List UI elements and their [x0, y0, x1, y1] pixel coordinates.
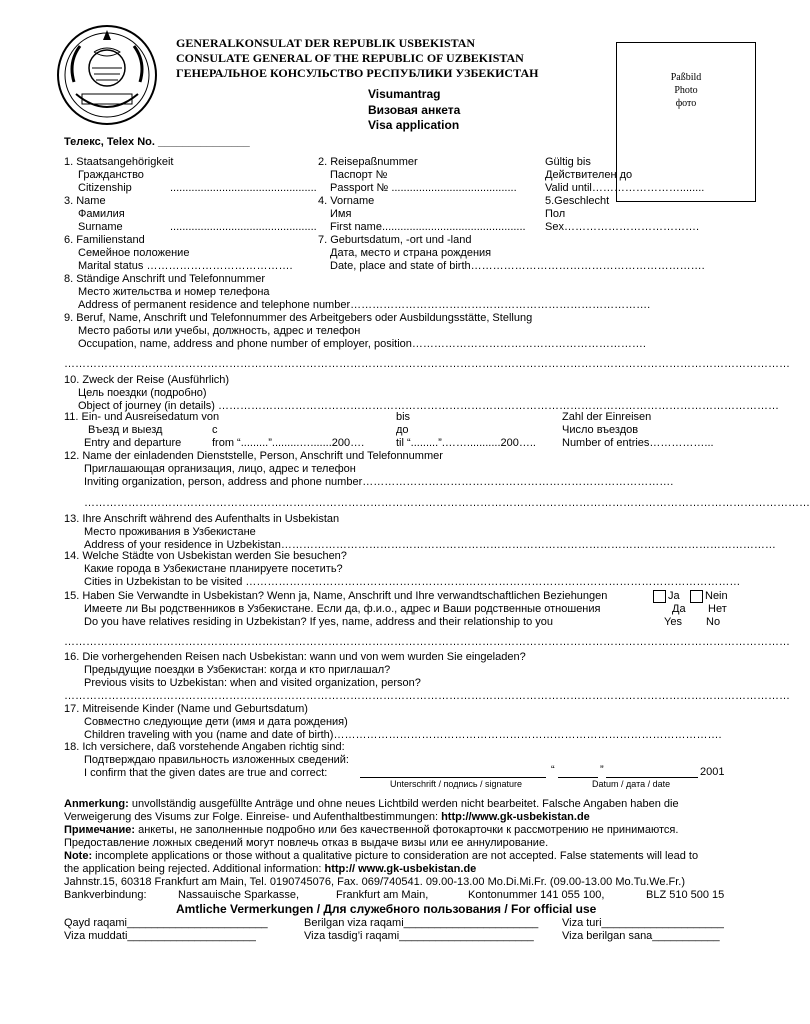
occupation-input-2[interactable]: ……………………………………………………………………………………………………………………………………………………………………………… [64, 358, 790, 370]
photo-box[interactable] [616, 42, 756, 202]
birth-input[interactable]: Date, place and state of birth………………………………………………………. [330, 260, 705, 272]
field-marital-de: 6. Familienstand [64, 234, 145, 246]
state-emblem-icon [54, 22, 160, 128]
label-yes: Yes [664, 616, 682, 628]
residence-input[interactable]: Address of your residence in Uzbekistan……………………………………………………………………………………………………………………… [84, 539, 776, 551]
field-relatives-ru: Имеете ли Вы родственников в Узбекистане. Если да, ф.и.о., адрес и Ваши родственные отношения [84, 603, 601, 615]
note-en-2: the application being rejected. Additional information: http:// www.gk-usbekistan.de [64, 863, 477, 875]
field-residence-de: 13. Ihre Anschrift während des Aufenthalts in Usbekistan [64, 513, 340, 525]
bank-city: Frankfurt am Main, [336, 889, 429, 901]
note-ru-2: Предоставление ложных сведений могут повлечь отказ в выдаче визы или ее аннулирование. [64, 837, 549, 849]
field-previous-en: Previous visits to Uzbekistan: when and visited organization, person? [84, 677, 421, 689]
header-ru: ГЕНЕРАЛЬНОЕ КОНСУЛЬСТВО РЕСПУБЛИКИ УЗБЕКИСТАН [176, 66, 539, 80]
occupation-input[interactable]: Occupation, name, address and phone number of employer, position………………………………………………………. [78, 338, 646, 350]
field-firstname-ru: Имя [330, 208, 352, 220]
field-purpose-de: 10. Zweck der Reise (Ausführlich) [64, 374, 230, 386]
inviting-input-2[interactable]: ……………………………………………………………………………………………………………………………………………………………………………… [84, 497, 810, 509]
official-visa-confirm-field[interactable]: Viza tasdig’i raqami______________________ [304, 930, 534, 942]
field-inviting-de: 12. Name der einladenden Dienststelle, Person, Anschrift und Telefonnummer [64, 450, 443, 462]
bank-name: Nassauische Sparkasse, [178, 889, 300, 901]
official-visa-duration-field[interactable]: Viza muddati_____________________ [64, 930, 256, 942]
bank-account: Kontonummer 141 055 100, [468, 889, 605, 901]
passport-input[interactable]: Passport № ......................................... [330, 182, 517, 194]
official-visa-number-field[interactable]: Berilgan viza raqami______________________ [304, 917, 539, 929]
cities-input[interactable]: Cities in Uzbekistan to be visited ……………………………………………………………………………………………………………………… [84, 576, 741, 588]
field-confirm-ru: Подтверждаю правильность изложенных сведений: [84, 754, 349, 766]
field-address-de: 8. Ständige Anschrift und Telefonnummer [64, 273, 265, 285]
title-de: Visumantrag [368, 87, 441, 101]
official-visa-type-field[interactable]: Viza turi____________________ [562, 917, 724, 929]
field-confirm-de: 18. Ich versichere, daß vorstehende Angaben richtig sind: [64, 741, 345, 753]
field-valid-ru: Действителен до [545, 169, 633, 181]
field-dates-ru: Въезд и выезд [88, 424, 163, 436]
bank-label: Bankverbindung: [64, 889, 147, 901]
field-do: до [396, 424, 409, 436]
inviting-input[interactable]: Inviting organization, person, address and phone number…………………………………………………………………………. [84, 476, 674, 488]
label-da: Да [672, 603, 686, 615]
field-previous-de: 16. Die vorhergehenden Reisen nach Usbekistan: wann und von wem wurden Sie eingeladen? [64, 651, 526, 663]
field-inviting-ru: Приглашающая организация, лицо, адрес и телефон [84, 463, 356, 475]
official-registration-field[interactable]: Qayd raqami_______________________ [64, 917, 268, 929]
field-firstname-de: 4. Vorname [318, 195, 375, 207]
field-confirm-en: I confirm that the given dates are true and correct: [84, 767, 328, 779]
field-valid-de: Gültig bis [545, 156, 591, 168]
field-children-de: 17. Mitreisende Kinder (Name und Geburtsdatum) [64, 703, 308, 715]
date-quote-close: ” [600, 764, 604, 776]
note-link-en[interactable]: http:// www.gk-usbekistan.de [324, 863, 477, 875]
official-visa-date-field[interactable]: Viza berilgan sana___________ [562, 930, 720, 942]
valid-until-input[interactable]: Valid until……………………........ [545, 182, 705, 194]
date-label: Datum / дата / date [592, 779, 671, 789]
relatives-yes-checkbox[interactable] [653, 590, 666, 603]
field-sex-ru: Пол [545, 208, 566, 220]
header-de: GENERALKONSULAT DER REPUBLIK USBEKISTAN [176, 36, 476, 50]
field-s: с [212, 424, 218, 436]
signature-label: Unterschrift / подпись / signature [390, 779, 523, 789]
field-surname-de: 3. Name [64, 195, 106, 207]
children-input[interactable]: Children traveling with you (name and date of birth)……………………………………………………………………………………………. [84, 729, 722, 741]
sex-input[interactable]: Sex………………………………. [545, 221, 700, 233]
field-birth-de: 7. Geburtsdatum, -ort und -land [318, 234, 472, 246]
field-dates-en: Entry and departure [84, 437, 182, 449]
firstname-input[interactable]: First name............................................... [330, 221, 526, 233]
field-birth-ru: Дата, место и страна рождения [330, 247, 492, 259]
note-link-de[interactable]: http://www.gk-usbekistan.de [441, 811, 590, 823]
note-de-2: Verweigerung des Visums zur Folge. Einreise- und Aufenthaltbestimmungen: http://www.gk-usbekistan.de [64, 811, 590, 823]
field-cities-ru: Какие города в Узбекистане планируете посетить? [84, 563, 343, 575]
official-use-title: Amtliche Vermerkungen / Для служебного пользования / For official use [176, 902, 597, 916]
field-children-ru: Совместно следующие дети (имя и дата рождения) [84, 716, 348, 728]
label-ja: Ja [668, 590, 680, 602]
field-surname-ru: Фамилия [78, 208, 125, 220]
photo-label-en: Photo [674, 85, 698, 96]
header-en: CONSULATE GENERAL OF THE REPUBLIC OF UZBEKISTAN [176, 51, 524, 65]
field-residence-ru: Место проживания в Узбекистане [84, 526, 256, 538]
field-surname-en: Surname [78, 221, 123, 233]
entries-input[interactable]: Number of entries……………... [562, 437, 714, 449]
field-occupation-ru: Место работы или учебы, должность, адрес и телефон [78, 325, 361, 337]
field-purpose-ru: Цель поездки (подробно) [78, 387, 207, 399]
field-marital-ru: Семейное положение [78, 247, 190, 259]
field-sex-de: 5.Geschlecht [545, 195, 610, 207]
field-relatives-en: Do you have relatives residing in Uzbekistan? If yes, name, address and their relationship to you [84, 616, 553, 628]
address-input[interactable]: Address of permanent residence and telephone number………………………………………………………………………. [78, 299, 651, 311]
previous-input[interactable]: ……………………………………………………………………………………………………………………………………………………………………………… [64, 690, 790, 702]
field-entries-de: Zahl der Einreisen [562, 411, 652, 423]
field-previous-ru: Предыдущие поездки в Узбекистан: когда и кто приглашал? [84, 664, 391, 676]
field-passport-ru: Паспорт № [330, 169, 388, 181]
label-no: No [706, 616, 721, 628]
field-bis: bis [396, 411, 411, 423]
label-net: Нет [708, 603, 727, 615]
relatives-input[interactable]: ……………………………………………………………………………………………………………………………………………………………………………… [64, 636, 790, 648]
purpose-input[interactable]: Object of journey (in details) ……………………………………………………………………………………………………………………………………… [78, 400, 780, 412]
field-citizenship-en: Citizenship [78, 182, 132, 194]
field-relatives-de: 15. Haben Sie Verwandte in Usbekistan? Wenn ja, Name, Anschrift und Ihre verwandtschaftlichen Beziehungen [64, 590, 608, 602]
note-ru-1: Примечание: анкеты, не заполненные подробно или без качественной фотокарточки к рассмотрению не принимаются. [64, 824, 679, 836]
field-entries-ru: Число въездов [562, 424, 639, 436]
field-cities-de: 14. Welche Städte von Usbekistan werden Sie besuchen? [64, 550, 347, 562]
field-address-ru: Место жительства и номер телефона [78, 286, 270, 298]
surname-input[interactable]: ................................................ [170, 221, 317, 233]
citizenship-input[interactable]: ................................................ [170, 182, 317, 194]
photo-label-ru: фото [675, 98, 697, 109]
field-occupation-de: 9. Beruf, Name, Anschrift und Telefonnummer des Arbeitgebers oder Ausbildungsstätte, Stellung [64, 312, 533, 324]
bank-blz: BLZ 510 500 15 [646, 889, 725, 901]
note-en-1: Note: incomplete applications or those without a qualitative picture to consideration are not accepted. False statements will lead to [64, 850, 699, 862]
title-ru: Визовая анкета [368, 103, 461, 117]
address-contact: Jahnstr.15, 60318 Frankfurt am Main, Tel. 0190745076, Fax. 069/740541. 09.00-13.00 Mo.Di.Mi.Fr. (09.00-13.00 Mo.Tu.We.Fr.) [64, 876, 686, 888]
note-de-1: Anmerkung: unvollständig ausgefüllte Anträge und ohne neues Lichtbild werden nicht bearbeitet. Falsche Angaben haben die [64, 798, 679, 810]
departure-date-input[interactable]: til “.........”.……...........200….. [396, 437, 536, 449]
label-nein: Nein [705, 590, 728, 602]
marital-input[interactable]: Marital status …………………………………. [78, 260, 293, 272]
date-year: 2001 [700, 766, 725, 778]
photo-label-de: Paßbild [670, 72, 702, 83]
telex-field[interactable]: Телекс, Telex No. _______________ [64, 136, 250, 148]
field-passport-de: 2. Reisepaßnummer [318, 156, 418, 168]
title-en: Visa application [368, 118, 460, 132]
field-citizenship-de: 1. Staatsangehörigkeit [64, 156, 174, 168]
field-citizenship-ru: Гражданство [78, 169, 144, 181]
date-quote-open: “ [551, 764, 555, 776]
field-dates-de: 11. Ein- und Ausreisedatum von [64, 411, 220, 423]
relatives-no-checkbox[interactable] [690, 590, 703, 603]
entry-date-input[interactable]: from “.........”.........….......200…. [212, 437, 365, 449]
